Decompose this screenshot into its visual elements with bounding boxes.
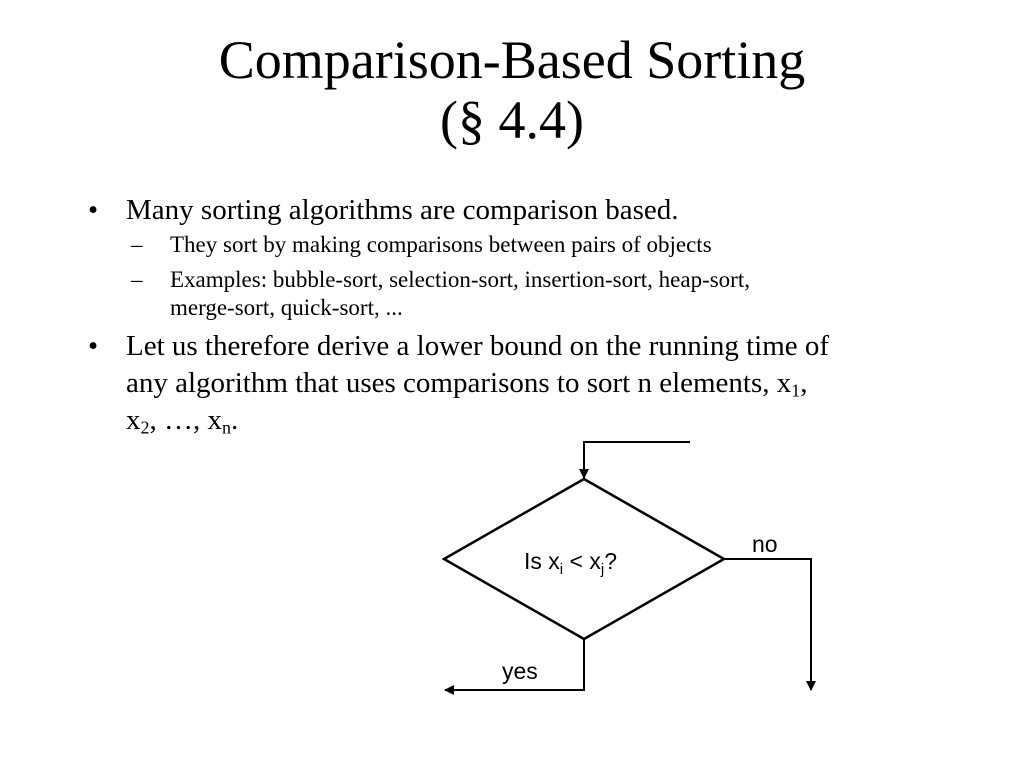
bullet-marker: • xyxy=(88,194,99,226)
dash-marker: – xyxy=(131,267,143,292)
yes-label: yes xyxy=(502,658,538,684)
decision-label: Is $x_i < x_j$? xyxy=(524,548,617,578)
no-label: no xyxy=(752,531,778,557)
subscript: n xyxy=(221,417,231,438)
dash-marker: – xyxy=(131,232,143,257)
bullet-text-line-1: Let us therefore derive a lower bound on the running time of xyxy=(126,330,830,362)
subscript: 1 xyxy=(791,380,801,401)
subscript: 2 xyxy=(140,417,150,438)
bullet-text: Many sorting algorithms are comparison based. xyxy=(126,194,679,226)
bullet-marker: • xyxy=(88,330,99,362)
title-line-2: (§ 4.4) xyxy=(440,90,584,150)
sub-bullet-text-line-1: Examples: bubble-sort, selection-sort, insertion-sort, heap-sort, xyxy=(170,267,750,292)
title-line-1: Comparison-Based Sorting xyxy=(218,30,806,90)
bullet-text-line-2: any algorithm that uses comparisons to sort n elements, $x_1$, xyxy=(126,367,808,401)
bullet-text-line-3: $x_2$, …, $x_n$. xyxy=(126,404,239,438)
input-arrow xyxy=(584,442,690,478)
no-branch-arrow xyxy=(724,559,811,690)
sub-bullet-text-line-2: merge-sort, quick-sort, ... xyxy=(170,295,403,320)
sub-bullet-text: They sort by making comparisons between pairs of objects xyxy=(170,232,712,257)
